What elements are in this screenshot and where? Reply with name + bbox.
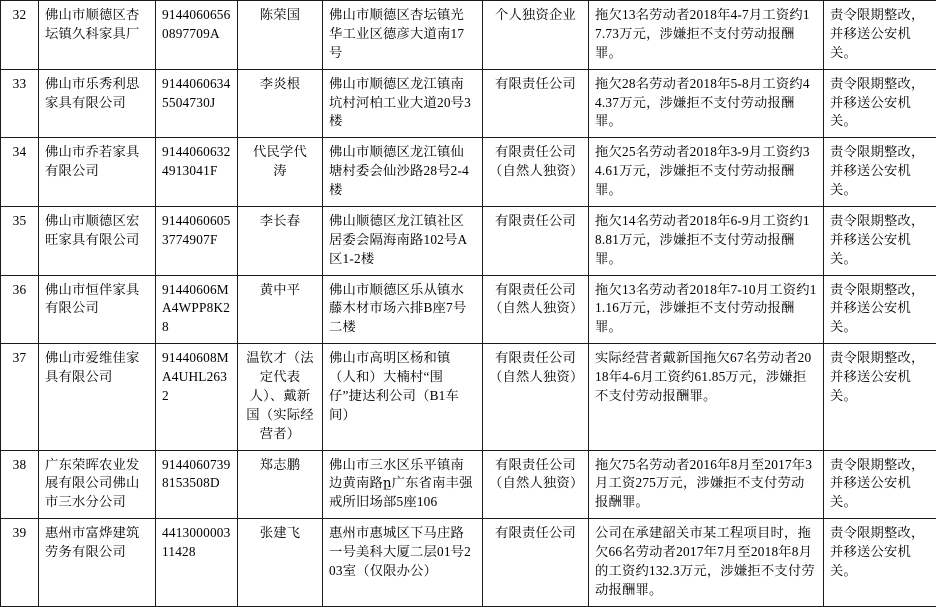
- unit-name: 佛山市恒伴家具有限公司: [39, 275, 156, 344]
- row-index: 33: [1, 69, 39, 138]
- credit-code: 91440606MA4WPP8K28: [156, 275, 238, 344]
- action-taken: 责令限期整改，并移送公安机关。: [824, 344, 936, 450]
- row-index: 32: [1, 1, 39, 70]
- row-index: 38: [1, 450, 39, 519]
- unit-type: 有限责任公司（自然人独资）: [483, 275, 589, 344]
- credit-code: 91440607398153508D: [156, 450, 238, 519]
- action-taken: 责令限期整改，并移送公安机关。: [824, 275, 936, 344]
- row-index: 35: [1, 206, 39, 275]
- legal-representative: 陈荣国: [238, 1, 323, 70]
- violation-fact: 拖欠75名劳动者2016年8月至2017年3月工资275万元，涉嫌拒不支付劳动报酬罪。: [589, 450, 824, 519]
- credit-code: 91440608MA4UHL2632: [156, 344, 238, 450]
- legal-representative: 黄中平: [238, 275, 323, 344]
- legal-representative: 郑志鹏: [238, 450, 323, 519]
- address: 佛山市顺德区龙江镇南坑村河柏工业大道20号3楼: [323, 69, 483, 138]
- unit-name: 佛山市顺德区杏坛镇久科家具厂: [39, 1, 156, 70]
- table-row: [1, 275, 936, 344]
- unit-type: 有限责任公司（自然人独资）: [483, 138, 589, 207]
- unit-type: 有限责任公司: [483, 519, 589, 607]
- table-row: [1, 69, 936, 138]
- violation-fact: 拖欠13名劳动者2018年4-7月工资约17.73万元，涉嫌拒不支付劳动报酬罪。: [589, 1, 824, 70]
- violation-fact: 拖欠25名劳动者2018年3-9月工资约34.61万元，涉嫌拒不支付劳动报酬罪。: [589, 138, 824, 207]
- address: 佛山顺德区龙江镇社区居委会隔海南路102号A区1-2楼: [323, 206, 483, 275]
- address: 佛山市三水区乐平镇南边黄南路ը广东省南丰强戒所旧场部5座106: [323, 450, 483, 519]
- table-row: [1, 1, 936, 70]
- unit-name: 佛山市顺德区宏旺家具有限公司: [39, 206, 156, 275]
- legal-representative: 李炎根: [238, 69, 323, 138]
- credit-code: 91440606560897709A: [156, 1, 238, 70]
- legal-representative: 温钦才（法定代表人）、戴新国（实际经营者）: [238, 344, 323, 450]
- table-body: [1, 1, 936, 607]
- address: 佛山市高明区杨和镇（人和）大楠村“围仔”捷达利公司（B1车间）: [323, 344, 483, 450]
- table-row: [1, 344, 936, 450]
- legal-representative: 代民学代 涛: [238, 138, 323, 207]
- unit-type: 有限责任公司: [483, 206, 589, 275]
- table-row: [1, 450, 936, 519]
- legal-representative: 张建飞: [238, 519, 323, 607]
- violation-fact: 拖欠28名劳动者2018年5-8月工资约44.37万元，涉嫌拒不支付劳动报酬罪。: [589, 69, 824, 138]
- unit-name: 佛山市爱维佳家具有限公司: [39, 344, 156, 450]
- table-row: [1, 206, 936, 275]
- action-taken: 责令限期整改，并移送公安机关。: [824, 69, 936, 138]
- address: 佛山市顺德区杏坛镇光华工业区德彦大道南17号: [323, 1, 483, 70]
- unit-name: 佛山市乐秀利思家具有限公司: [39, 69, 156, 138]
- unit-type: 个人独资企业: [483, 1, 589, 70]
- unit-type: 有限责任公司: [483, 69, 589, 138]
- table-row: [1, 519, 936, 607]
- unit-name: 惠州市富烨建筑劳务有限公司: [39, 519, 156, 607]
- violation-fact: 实际经营者戴新国拖欠67名劳动者2018年4-6月工资约61.85万元，涉嫌拒不支付劳动报酬罪。: [589, 344, 824, 450]
- table-row: [1, 138, 936, 207]
- action-taken: 责令限期整改，并移送公安机关。: [824, 519, 936, 607]
- action-taken: 责令限期整改，并移送公安机关。: [824, 1, 936, 70]
- legal-representative: 李长春: [238, 206, 323, 275]
- address: 佛山市顺德区龙江镇仙塘村委会仙沙路28号2-4楼: [323, 138, 483, 207]
- row-index: 39: [1, 519, 39, 607]
- row-index: 37: [1, 344, 39, 450]
- unit-name: 佛山市乔若家具有限公司: [39, 138, 156, 207]
- action-taken: 责令限期整改，并移送公安机关。: [824, 138, 936, 207]
- address: 佛山市顺德区乐从镇水藤木材市场六排B座7号二楼: [323, 275, 483, 344]
- address: 惠州市惠城区下马庄路一号美科大厦二层01号203室（仅限办公）: [323, 519, 483, 607]
- unit-type: 有限责任公司（自然人独资）: [483, 450, 589, 519]
- violation-fact: 拖欠13名劳动者2018年7-10月工资约11.16万元，涉嫌拒不支付劳动报酬罪。: [589, 275, 824, 344]
- row-index: 36: [1, 275, 39, 344]
- credit-code: 91440606324913041F: [156, 138, 238, 207]
- credit-code: 91440606053774907F: [156, 206, 238, 275]
- violation-fact: 拖欠14名劳动者2018年6-9月工资约18.81万元，涉嫌拒不支付劳动报酬罪。: [589, 206, 824, 275]
- action-taken: 责令限期整改，并移送公安机关。: [824, 206, 936, 275]
- credit-code: 441300000311428: [156, 519, 238, 607]
- unit-name: 广东荣晖农业发展有限公司佛山市三水分公司: [39, 450, 156, 519]
- unit-type: 有限责任公司（自然人独资）: [483, 344, 589, 450]
- action-taken: 责令限期整改，并移送公安机关。: [824, 450, 936, 519]
- row-index: 34: [1, 138, 39, 207]
- violation-fact: 公司在承建韶关市某工程项目时，拖欠66名劳动者2017年7月至2018年8月的工资约132.3万元，涉嫌拒不支付劳动报酬罪。: [589, 519, 824, 607]
- credit-code: 91440606345504730J: [156, 69, 238, 138]
